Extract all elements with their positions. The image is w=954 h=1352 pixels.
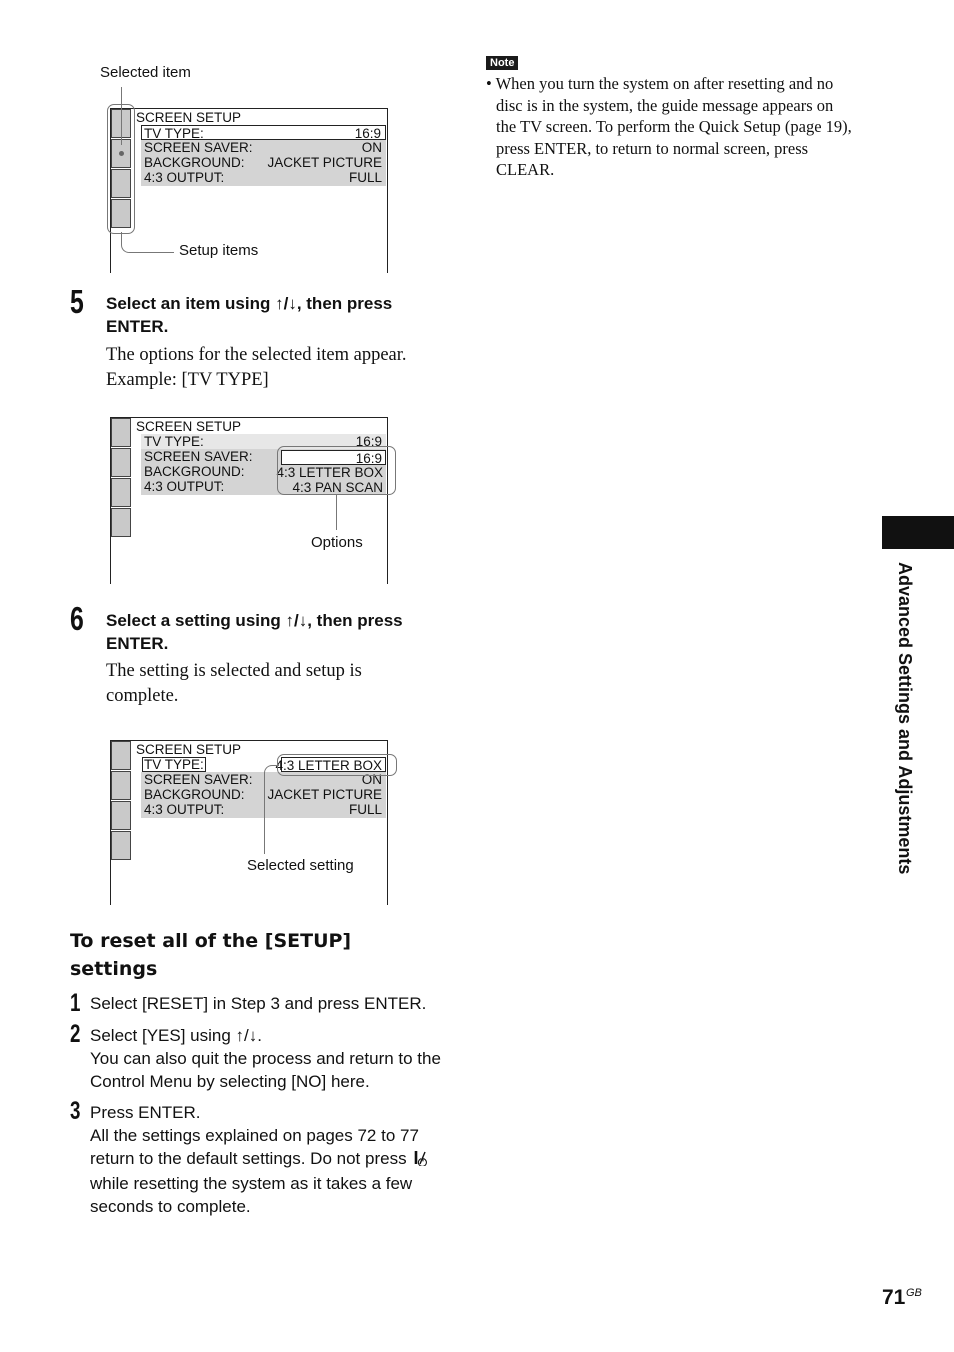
step-title: Select an item using ↑/↓, then press ENTER. bbox=[106, 294, 393, 336]
note-badge: Note bbox=[486, 56, 518, 70]
selected-setting-leader bbox=[264, 765, 279, 854]
osd-row-tv-type: TV TYPE: 16:9 bbox=[141, 434, 386, 449]
osd-row-screen-saver: SCREEN SAVER: bbox=[144, 449, 253, 464]
setup-items-leader bbox=[121, 232, 174, 253]
page-region-suffix: GB bbox=[906, 1287, 922, 1299]
selected-item-leader bbox=[121, 87, 122, 145]
setup-icon bbox=[111, 831, 131, 860]
step-title: Select a setting using ↑/↓, then press ENTER. bbox=[106, 611, 403, 653]
substep-detail: You can also quit the process and return to the Control Menu by selecting [NO] here. bbox=[90, 1049, 441, 1091]
option-letter-box: 4:3 LETTER BOX bbox=[276, 465, 383, 480]
setup-icon bbox=[111, 418, 131, 447]
substep-number: 2 bbox=[70, 1020, 81, 1048]
setup-icon bbox=[111, 448, 131, 477]
substep-text: Select [YES] using ↑/↓. bbox=[90, 1026, 262, 1045]
osd-row-tv-type: TV TYPE: bbox=[141, 757, 386, 772]
options-callout bbox=[277, 446, 396, 495]
step-number: 5 bbox=[70, 283, 84, 320]
selected-setting-callout bbox=[277, 754, 397, 776]
osd-row-43-output: 4:3 OUTPUT: FULL bbox=[144, 802, 382, 817]
setup-icon bbox=[111, 801, 131, 830]
step-number: 6 bbox=[70, 600, 84, 637]
osd-row-background: BACKGROUND: JACKET PICTURE bbox=[144, 787, 382, 802]
caption-options: Options bbox=[311, 534, 363, 551]
selected-setting-value: 4:3 LETTER BOX bbox=[281, 757, 386, 772]
substep-number: 1 bbox=[70, 989, 81, 1017]
option-pan-scan: 4:3 PAN SCAN bbox=[292, 480, 383, 495]
substep-detail: All the settings explained on pages 72 to 77 return to the default settings. Do not press while resetting the system as it takes a few seconds to complete. bbox=[90, 1124, 445, 1218]
options-leader bbox=[336, 495, 337, 530]
osd-row-43-output: 4:3 OUTPUT: bbox=[144, 479, 225, 494]
caption-selected-item: Selected item bbox=[100, 64, 191, 81]
power-icon bbox=[411, 1149, 435, 1172]
caption-setup-items: Setup items bbox=[179, 242, 259, 259]
osd-row-background: BACKGROUND: bbox=[144, 464, 245, 479]
osd-title: SCREEN SETUP bbox=[136, 419, 242, 434]
osd-title: SCREEN SETUP bbox=[136, 742, 242, 757]
osd-title: SCREEN SETUP bbox=[136, 110, 242, 125]
page-number: 71 bbox=[882, 1286, 906, 1309]
setup-icon-column bbox=[111, 418, 131, 538]
note-text: • When you turn the system on after resetting and no disc is in the system, the guide message appears on the TV screen. To perform the Quick Setup (page 19), press ENTER, to return to normal screen, press CLEAR. bbox=[486, 74, 852, 180]
step-body: The setting is selected and setup is complete. bbox=[106, 661, 362, 706]
section-tab-marker bbox=[882, 516, 954, 549]
osd-row-screen-saver: SCREEN SAVER: ON bbox=[144, 772, 382, 787]
setup-icon bbox=[111, 508, 131, 537]
osd-menu bbox=[141, 125, 386, 186]
setup-icon bbox=[111, 478, 131, 507]
setup-icon-column bbox=[111, 741, 131, 861]
substep-number: 3 bbox=[70, 1097, 81, 1125]
substep-text: Select [RESET] in Step 3 and press ENTER. bbox=[90, 994, 427, 1013]
step-body: The options for the selected item appear. bbox=[106, 345, 407, 365]
option-16-9: 16:9 bbox=[281, 450, 386, 465]
side-section-label: Advanced Settings and Adjustments bbox=[895, 562, 915, 875]
section-heading: To reset all of the [SETUP] settings bbox=[70, 930, 352, 980]
osd-row-screen-saver: SCREEN SAVER: ON bbox=[144, 140, 382, 155]
setup-icon bbox=[111, 771, 131, 800]
setup-icon bbox=[111, 741, 131, 770]
step-body-example: Example: [TV TYPE] bbox=[106, 370, 269, 390]
substep-text: Press ENTER. bbox=[90, 1103, 201, 1122]
osd-row-43-output: 4:3 OUTPUT: FULL bbox=[144, 170, 382, 185]
caption-selected-setting: Selected setting bbox=[247, 857, 354, 874]
osd-row-background: BACKGROUND: JACKET PICTURE bbox=[144, 155, 382, 170]
osd-row-tv-type: TV TYPE: 16:9 bbox=[141, 125, 386, 140]
